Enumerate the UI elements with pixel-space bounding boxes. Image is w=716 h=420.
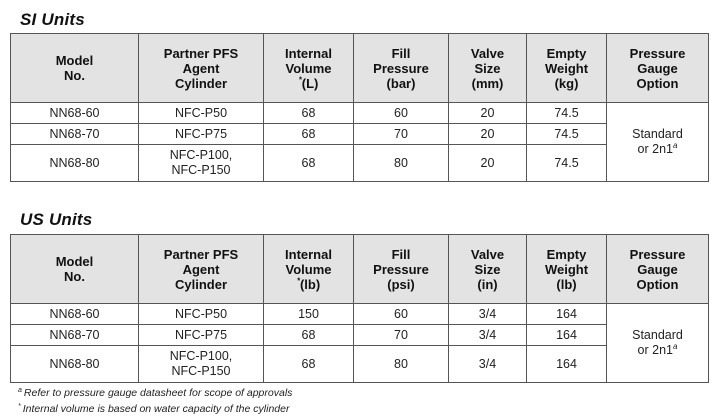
col-header-empty-weight: Empty Weight (kg) <box>527 34 607 103</box>
si-units-title: SI Units <box>20 10 85 29</box>
footnote-star-text: Internal volume is based on water capacity of the cylinder <box>22 403 290 415</box>
table-row <box>11 304 709 325</box>
cell-model: NN68-60 <box>11 304 139 325</box>
cell-fill-pressure: 60 <box>354 103 449 124</box>
col-header-pressure-gauge: Pressure Gauge Option <box>607 235 709 304</box>
volume-footnote-marker: * <box>296 276 300 286</box>
col-header-fill-pressure: Fill Pressure (psi) <box>354 235 449 304</box>
cell-fill-pressure: 80 <box>354 346 449 383</box>
cell-fill-pressure: 80 <box>354 145 449 182</box>
cell-model: NN68-80 <box>11 346 139 383</box>
col-header-empty-weight: Empty Weight (lb) <box>527 235 607 304</box>
footnote-a-text: Refer to pressure gauge datasheet for scope of approvals <box>23 387 293 399</box>
gauge-footnote-marker: a <box>673 140 678 150</box>
col-header-internal-volume: Internal Volume *(L) <box>264 34 354 103</box>
table-row <box>11 346 709 383</box>
col-header-pressure-gauge: Pressure Gauge Option <box>607 34 709 103</box>
cell-agent-cylinder: NFC-P75 <box>139 124 264 145</box>
cell-model: NN68-60 <box>11 103 139 124</box>
cell-valve-size: 3/4 <box>449 346 527 383</box>
cell-empty-weight: 164 <box>527 325 607 346</box>
cell-volume: 150 <box>264 304 354 325</box>
col-header-model: Model No. <box>11 235 139 304</box>
col-header-valve-size: Valve Size (mm) <box>449 34 527 103</box>
col-header-agent-cylinder: Partner PFS Agent Cylinder <box>139 235 264 304</box>
cell-agent-cylinder: NFC-P100, NFC-P150 <box>139 346 264 383</box>
cell-valve-size: 20 <box>449 145 527 182</box>
table-row <box>11 145 709 182</box>
gauge-footnote-marker: a <box>673 341 678 351</box>
us-units-table <box>10 234 709 383</box>
col-header-fill-pressure: Fill Pressure (bar) <box>354 34 449 103</box>
cell-volume: 68 <box>264 124 354 145</box>
cell-agent-cylinder: NFC-P100, NFC-P150 <box>139 145 264 182</box>
cell-empty-weight: 74.5 <box>527 124 607 145</box>
volume-footnote-marker: * <box>298 75 302 85</box>
cell-gauge-option: Standard or 2n1$^a$ <box>607 103 709 182</box>
col-header-internal-volume: Internal Volume *(lb) <box>264 235 354 304</box>
cell-fill-pressure: 60 <box>354 304 449 325</box>
cell-valve-size: 3/4 <box>449 325 527 346</box>
cell-fill-pressure: 70 <box>354 325 449 346</box>
cell-agent-cylinder: NFC-P75 <box>139 325 264 346</box>
cell-empty-weight: 74.5 <box>527 145 607 182</box>
si-units-table <box>10 33 709 182</box>
footnote-star <box>18 403 289 415</box>
us-units-title: US Units <box>20 210 93 229</box>
cell-agent-cylinder: NFC-P50 <box>139 304 264 325</box>
cell-valve-size: 20 <box>449 103 527 124</box>
col-header-valve-size: Valve Size (in) <box>449 235 527 304</box>
col-header-model: Model No. <box>11 34 139 103</box>
cell-agent-cylinder: NFC-P50 <box>139 103 264 124</box>
cell-valve-size: 3/4 <box>449 304 527 325</box>
cell-volume: 68 <box>264 145 354 182</box>
cell-empty-weight: 164 <box>527 304 607 325</box>
cell-volume: 68 <box>264 325 354 346</box>
cell-model: NN68-70 <box>11 325 139 346</box>
footnote-a <box>18 387 292 399</box>
col-header-agent-cylinder: Partner PFS Agent Cylinder <box>139 34 264 103</box>
cell-volume: 68 <box>264 346 354 383</box>
table-row <box>11 103 709 124</box>
table-header-row <box>11 235 709 304</box>
cell-model: NN68-70 <box>11 124 139 145</box>
cell-volume: 68 <box>264 103 354 124</box>
cell-gauge-option: Standard or 2n1$^a$ <box>607 304 709 383</box>
footnote-star-marker: * <box>18 402 21 410</box>
cell-fill-pressure: 70 <box>354 124 449 145</box>
table-row <box>11 124 709 145</box>
cell-valve-size: 20 <box>449 124 527 145</box>
table-row <box>11 325 709 346</box>
table-header-row <box>11 34 709 103</box>
footnote-a-marker: a <box>18 386 22 394</box>
cell-model: NN68-80 <box>11 145 139 182</box>
cell-empty-weight: 164 <box>527 346 607 383</box>
cell-empty-weight: 74.5 <box>527 103 607 124</box>
